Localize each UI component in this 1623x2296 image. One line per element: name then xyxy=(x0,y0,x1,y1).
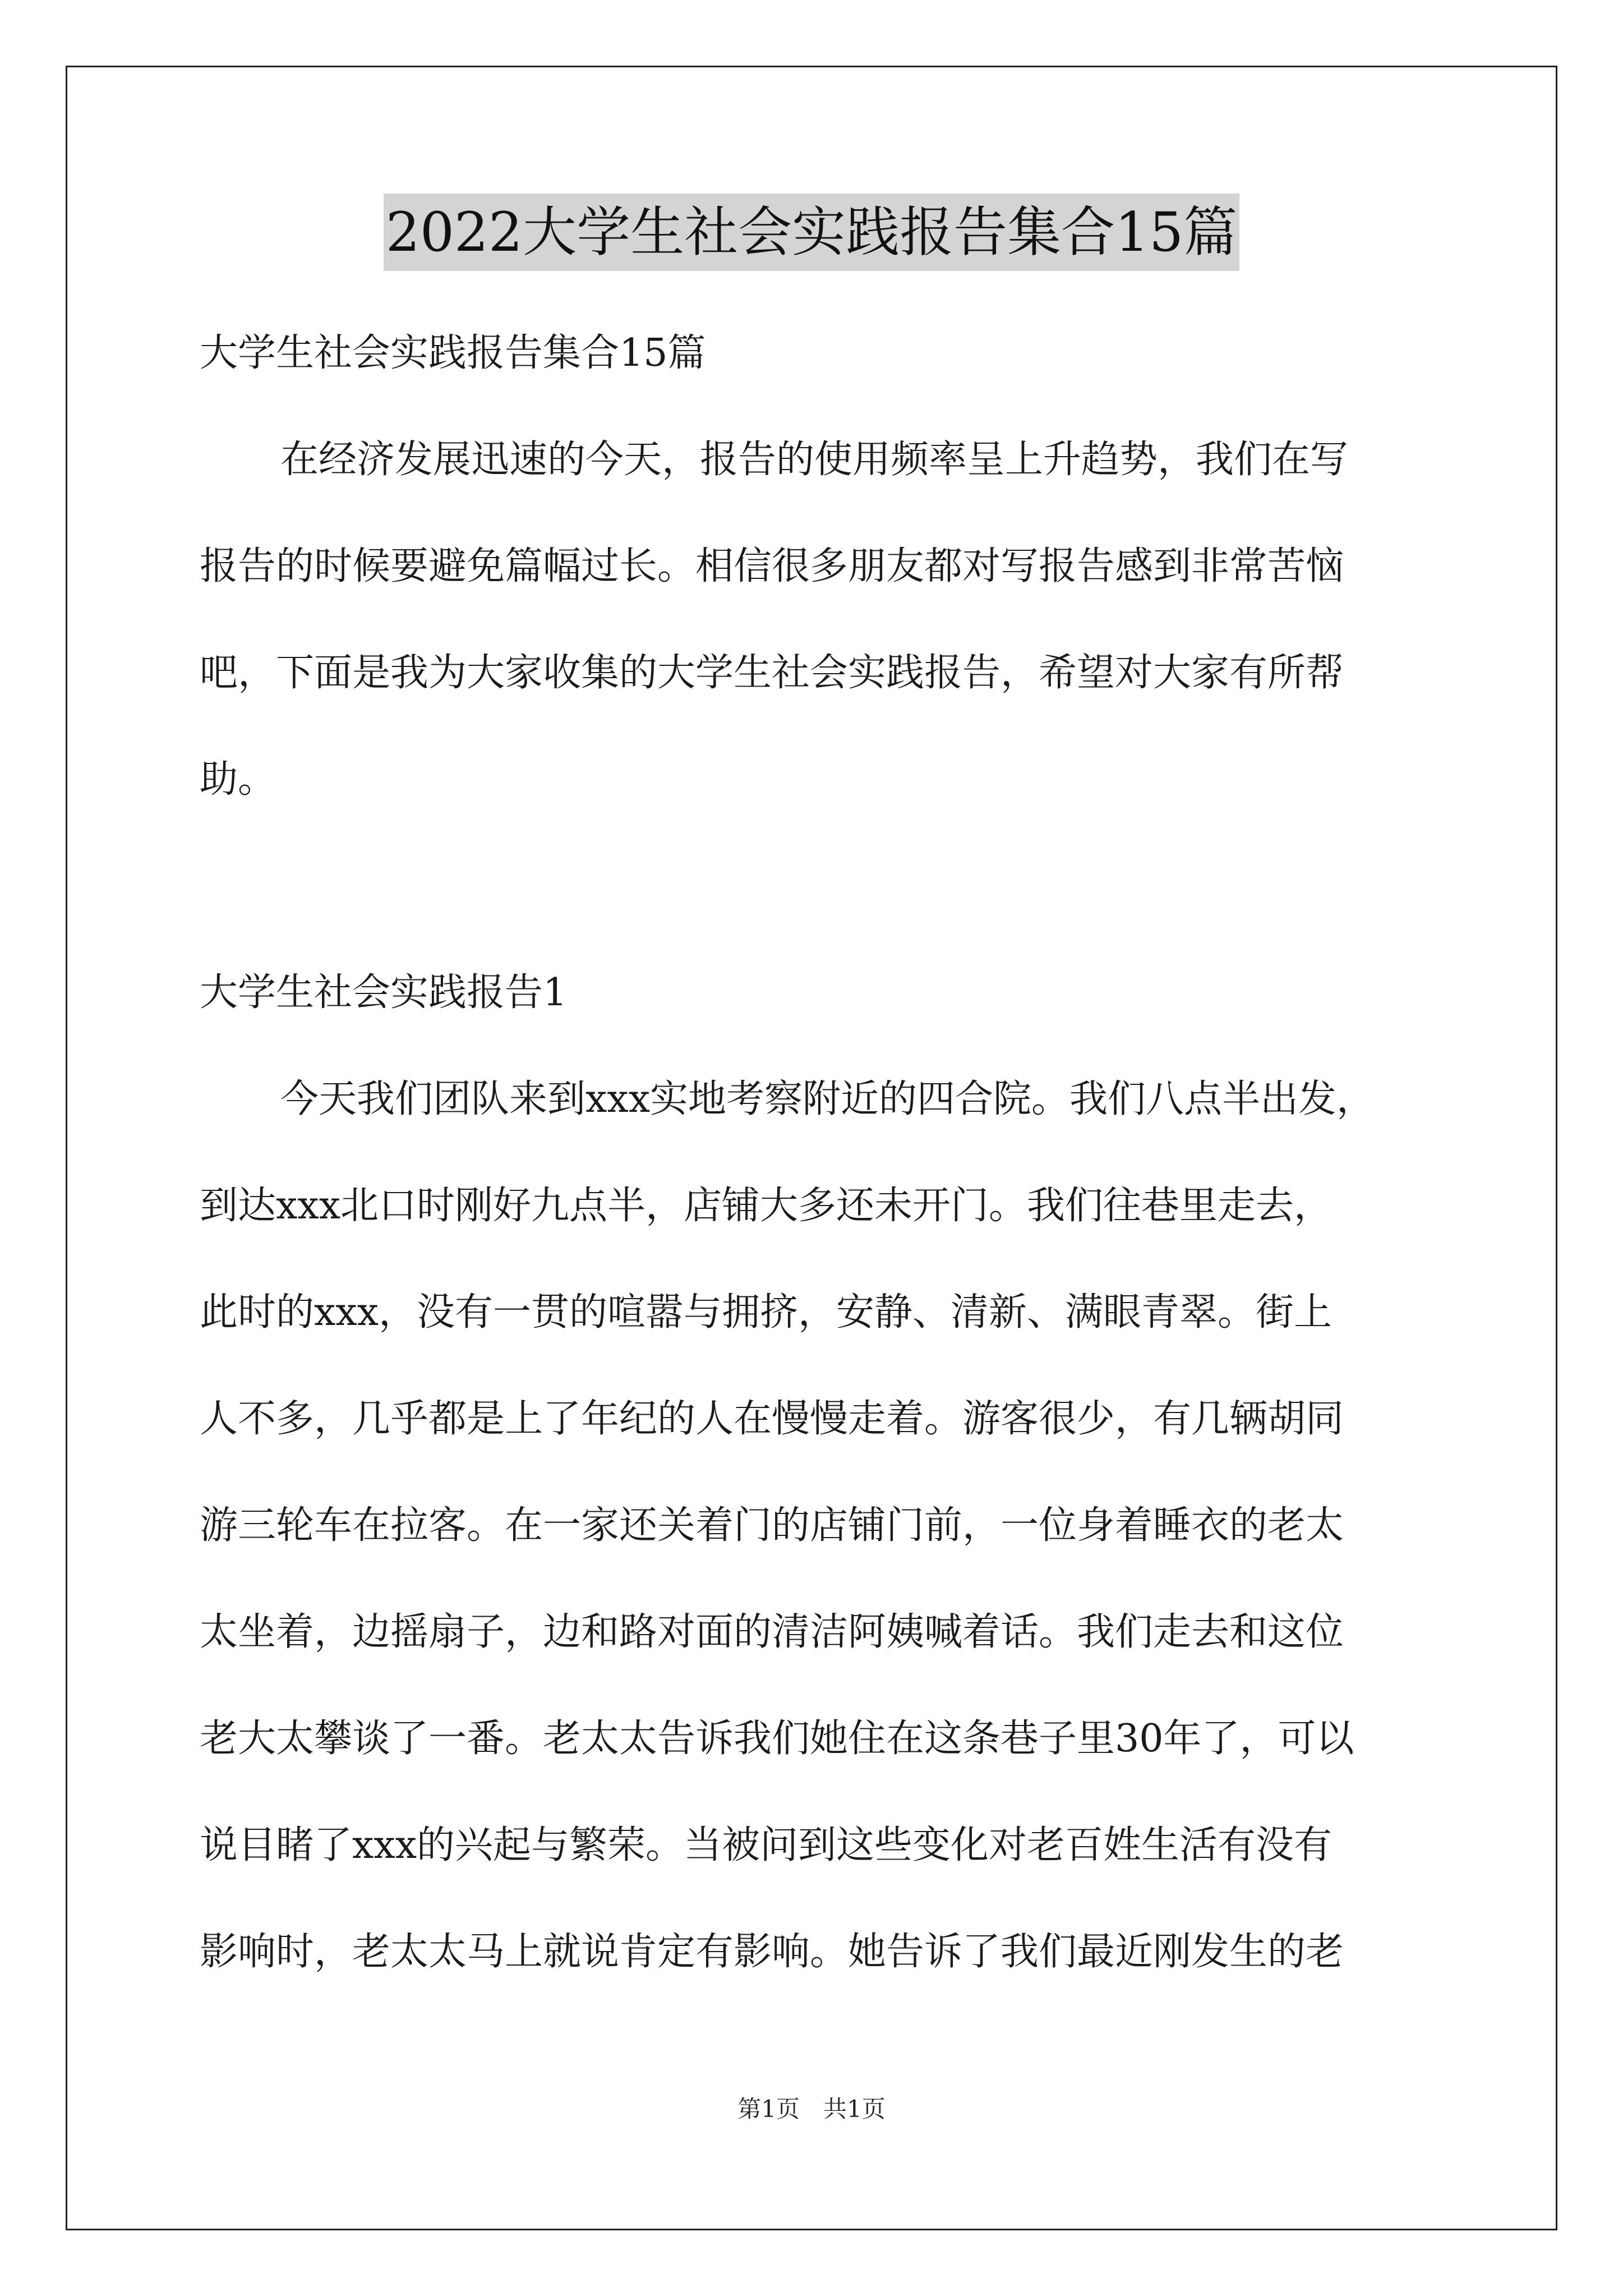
body-line: 今天我们团队来到xxx实地考察附近的四合院。我们八点半出发， xyxy=(280,1077,1375,1121)
body-line: 太坐着，边摇扇子，边和路对面的清洁阿姨喊着话。我们走去和这位 xyxy=(200,1610,1344,1654)
body-line: 老大太攀谈了一番。老太太告诉我们她住在这条巷子里30年了，可以 xyxy=(200,1717,1354,1761)
title-area xyxy=(0,194,1623,271)
paragraph-gap xyxy=(200,833,1433,940)
body-line: 影响时，老太太马上就说肯定有影响。她告诉了我们最近刚发生的老 xyxy=(200,1930,1344,1974)
document-body xyxy=(200,300,1433,2005)
document-subtitle: 大学生社会实践报告集合15篇 xyxy=(200,331,706,375)
section-heading: 大学生社会实践报告1 xyxy=(200,970,568,1015)
body-line: 说目睹了xxx的兴起与繁荣。当被问到这些变化对老百姓生活有没有 xyxy=(200,1823,1332,1867)
document-title: 2022大学生社会实践报告集合15篇 xyxy=(384,194,1239,271)
body-line: 到达xxx北口时刚好九点半，店铺大多还未开门。我们往巷里走去， xyxy=(200,1184,1332,1228)
body-line: 人不多，几乎都是上了年纪的人在慢慢走着。游客很少，有几辆胡同 xyxy=(200,1397,1344,1441)
intro-line: 助。 xyxy=(200,757,276,802)
intro-line: 报告的时候要避免篇幅过长。相信很多朋友都对写报告感到非常苦恼 xyxy=(200,544,1344,588)
body-line: 此时的xxx，没有一贯的喧嚣与拥挤，安静、清新、满眼青翠。街上 xyxy=(200,1290,1332,1335)
intro-line: 在经济发展迅速的今天，报告的使用频率呈上升趋势，我们在写 xyxy=(280,438,1349,482)
intro-line: 吧，下面是我为大家收集的大学生社会实践报告，希望对大家有所帮 xyxy=(200,651,1344,695)
body-line: 游三轮车在拉客。在一家还关着门的店铺门前，一位身着睡衣的老太 xyxy=(200,1503,1344,1548)
page-footer: 第1页 共1页 xyxy=(737,2095,886,2123)
